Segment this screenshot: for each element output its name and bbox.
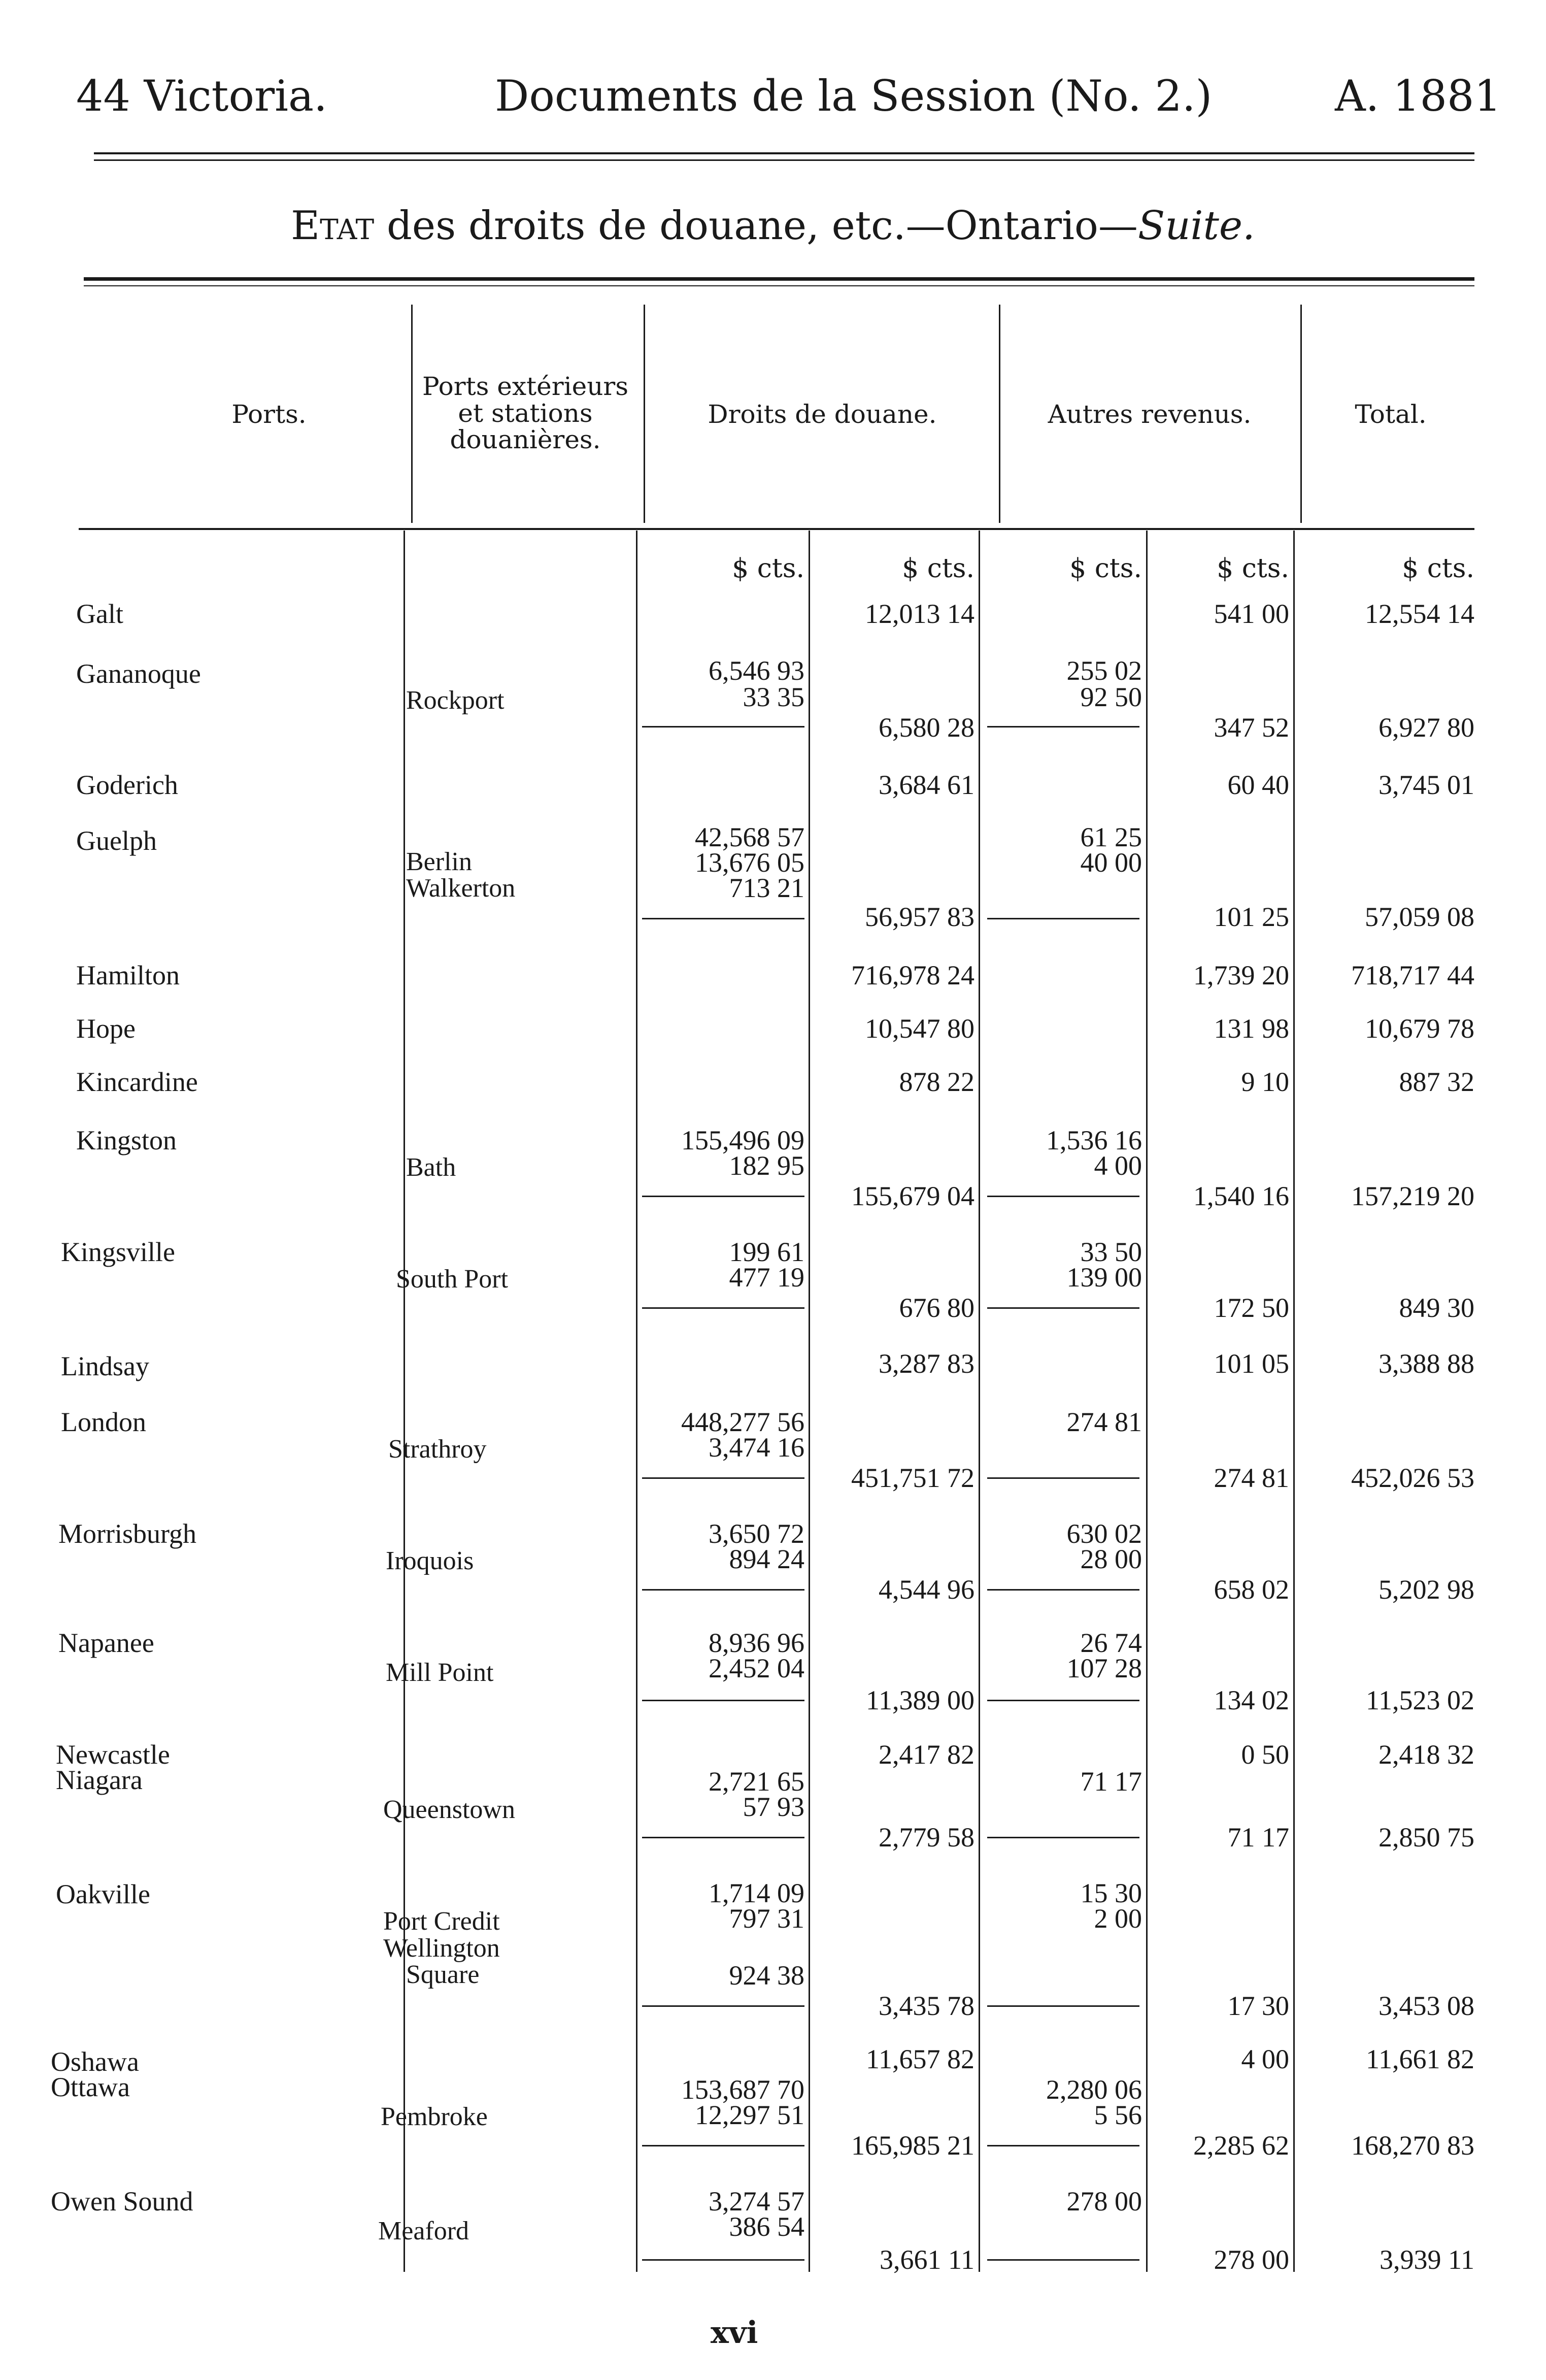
outport-duty: 33 35 [743, 682, 804, 712]
outport-other: 92 50 [1080, 682, 1142, 712]
outport-duty: 155,496 09 [681, 1125, 804, 1155]
divider-body-4 [979, 531, 980, 2272]
other-total: 71 17 [1227, 1822, 1289, 1853]
outport-other: 139 00 [1066, 1262, 1142, 1293]
outport-name: Bath [406, 1153, 456, 1182]
title-main: des droits de douane, etc.—Ontario— [374, 203, 1138, 249]
header-center: Documents de la Session (No. 2.) [495, 71, 1213, 121]
duty-total: 4,544 96 [879, 1574, 974, 1605]
outport-duty: 2,452 04 [709, 1653, 804, 1683]
header-rule-bottom [94, 159, 1474, 161]
subtotal-rule [987, 1837, 1139, 1838]
row-total: 11,661 82 [1366, 2044, 1474, 2074]
row-total: 452,026 53 [1351, 1463, 1474, 1493]
outport-duty: 42,568 57 [695, 822, 804, 852]
other-total: 60 40 [1227, 770, 1289, 800]
other-total: 9 10 [1241, 1067, 1289, 1097]
outport-duty: 153,687 70 [681, 2074, 804, 2105]
outport-other: 40 00 [1080, 847, 1142, 878]
subtotal-rule [642, 2259, 804, 2261]
col-outports-line1: Ports extérieurs [422, 372, 628, 401]
unit-sub-other: $ cts. [1069, 553, 1142, 584]
outport-name: Iroquois [386, 1546, 474, 1575]
header-right: A. 1881 [1335, 71, 1501, 121]
outport-name: South Port [396, 1265, 509, 1294]
subtotal-rule [642, 918, 804, 919]
outport-other: 630 02 [1066, 1518, 1142, 1549]
outport-name: Meaford [378, 2217, 469, 2245]
outport-duty: 8,936 96 [709, 1628, 804, 1658]
duty-total: 6,580 28 [879, 712, 974, 743]
port-name: Hope [76, 1013, 136, 1044]
row-total: 2,418 32 [1379, 1739, 1474, 1770]
port-name: Galt [76, 599, 123, 629]
outport-duty: 2,721 65 [709, 1766, 804, 1797]
subtotal-rule [987, 2145, 1139, 2146]
duty-total: 2,779 58 [879, 1822, 974, 1853]
divider-body-3 [809, 531, 810, 2272]
subtotal-rule [642, 1196, 804, 1197]
unit-sub-duties: $ cts. [732, 553, 804, 584]
col-ports: Ports. [231, 400, 307, 429]
outport-duty: 713 21 [729, 873, 804, 903]
outport-other: 107 28 [1066, 1653, 1142, 1683]
outport-duty: 1,714 09 [709, 1878, 804, 1908]
other-total: 131 98 [1214, 1013, 1289, 1044]
other-total: 541 00 [1214, 599, 1289, 629]
page-title [0, 203, 1546, 249]
subtotal-rule [642, 2145, 804, 2146]
col-duties: Droits de douane. [708, 400, 937, 429]
outport-name: Mill Point [386, 1658, 494, 1687]
row-total: 849 30 [1399, 1293, 1474, 1323]
title-suffix: Suite. [1137, 203, 1255, 249]
port-name: Gananoque [76, 658, 201, 689]
outport-other: 15 30 [1080, 1878, 1142, 1908]
divider-header-4 [1300, 305, 1302, 523]
outport-name: Port Credit [383, 1907, 500, 1936]
col-outports-line3: douanières. [450, 425, 601, 454]
other-total: 278 00 [1214, 2244, 1289, 2275]
page-number: xvi [711, 2315, 758, 2351]
port-name: Hamilton [76, 960, 180, 990]
port-name: Lindsay [61, 1351, 149, 1381]
row-total: 168,270 83 [1351, 2130, 1474, 2161]
duty-total: 10,547 80 [865, 1013, 974, 1044]
duty-total: 11,389 00 [866, 1685, 974, 1715]
other-total: 0 50 [1241, 1739, 1289, 1770]
duty-total: 3,661 11 [880, 2244, 974, 2275]
duty-total: 165,985 21 [851, 2130, 974, 2161]
subtotal-rule [642, 2005, 804, 2007]
duty-total: 155,679 04 [851, 1181, 974, 1211]
divider-header-3 [999, 305, 1000, 523]
row-total: 3,745 01 [1379, 770, 1474, 800]
other-total: 172 50 [1214, 1293, 1289, 1323]
outport-name: Square [406, 1960, 480, 1989]
outport-duty: 386 54 [729, 2211, 804, 2242]
subtotal-rule [987, 2259, 1139, 2261]
duty-total: 2,417 82 [879, 1739, 974, 1770]
other-total: 274 81 [1214, 1463, 1289, 1493]
outport-other: 1,536 16 [1046, 1125, 1142, 1155]
outport-other: 5 56 [1094, 2100, 1142, 2130]
duty-total: 716,978 24 [851, 960, 974, 990]
duty-total: 56,957 83 [865, 902, 974, 932]
port-name: Kingsville [61, 1237, 175, 1267]
outport-name: Pembroke [381, 2102, 488, 2131]
port-name: Oakville [56, 1879, 150, 1909]
row-total: 157,219 20 [1351, 1181, 1474, 1211]
duty-total: 3,435 78 [879, 1991, 974, 2021]
header-left: 44 Victoria. [76, 71, 327, 121]
outport-other: 274 81 [1066, 1407, 1142, 1437]
outport-other: 33 50 [1080, 1237, 1142, 1267]
duty-total: 12,013 14 [865, 599, 974, 629]
row-total: 57,059 08 [1365, 902, 1474, 932]
subtotal-rule [642, 1837, 804, 1838]
duty-total: 676 80 [899, 1293, 974, 1323]
outport-duty: 3,274 57 [709, 2186, 804, 2217]
subtotal-rule [987, 1700, 1139, 1701]
title-prefix: Etat [291, 203, 375, 249]
duty-total: 451,751 72 [851, 1463, 974, 1493]
subtotal-rule [987, 1196, 1139, 1197]
port-name: Napanee [58, 1628, 154, 1658]
outport-name: Strathroy [388, 1435, 487, 1464]
header-rule-top [94, 152, 1474, 154]
outport-name: Rockport [406, 686, 505, 715]
duty-total: 878 22 [899, 1067, 974, 1097]
subtotal-rule [987, 1589, 1139, 1591]
other-total: 101 25 [1214, 902, 1289, 932]
port-name: Morrisburgh [58, 1518, 197, 1549]
port-name: Newcastle [56, 1739, 170, 1770]
duty-total: 3,684 61 [879, 770, 974, 800]
subtotal-rule [642, 1477, 804, 1479]
title-rule-thick [84, 277, 1474, 281]
port-name: Kincardine [76, 1067, 198, 1097]
divider-body-2 [636, 531, 637, 2272]
other-total: 134 02 [1214, 1685, 1289, 1715]
row-total: 12,554 14 [1365, 599, 1474, 629]
divider-body-5 [1146, 531, 1148, 2272]
port-name: Guelph [76, 825, 157, 856]
unit-duties: $ cts. [902, 553, 974, 584]
outport-other: 278 00 [1066, 2186, 1142, 2217]
subtotal-rule [642, 1700, 804, 1701]
row-total: 6,927 80 [1379, 712, 1474, 743]
outport-duty: 13,676 05 [695, 847, 804, 878]
outport-duty: 448,277 56 [681, 1407, 804, 1437]
port-name: Ottawa [51, 2072, 130, 2102]
outport-duty: 6,546 93 [709, 655, 804, 686]
subtotal-rule [642, 1307, 804, 1309]
row-total: 3,388 88 [1379, 1348, 1474, 1379]
outport-duty: 924 38 [729, 1960, 804, 1991]
outport-name: Wellington [383, 1934, 500, 1963]
outport-duty: 477 19 [729, 1262, 804, 1293]
row-total: 3,453 08 [1379, 1991, 1474, 2021]
row-total: 718,717 44 [1351, 960, 1474, 990]
outport-name: Berlin [406, 847, 472, 876]
outport-duty: 182 95 [729, 1150, 804, 1181]
other-total: 4 00 [1241, 2044, 1289, 2074]
port-name: Niagara [56, 1765, 143, 1795]
title-rule-thin [84, 285, 1474, 286]
row-total: 10,679 78 [1365, 1013, 1474, 1044]
col-outports-line2: et stations [458, 398, 593, 428]
port-name: Goderich [76, 770, 178, 800]
outport-other: 28 00 [1080, 1544, 1142, 1574]
subtotal-rule [642, 726, 804, 728]
header-table-rule [79, 528, 1474, 530]
row-total: 11,523 02 [1366, 1685, 1474, 1715]
divider-body-6 [1293, 531, 1295, 2272]
other-total: 1,739 20 [1193, 960, 1289, 990]
port-name: Owen Sound [51, 2186, 193, 2217]
row-total: 5,202 98 [1379, 1574, 1474, 1605]
unit-total: $ cts. [1402, 553, 1474, 584]
outport-other: 4 00 [1094, 1150, 1142, 1181]
outport-duty: 12,297 51 [695, 2100, 804, 2130]
unit-other: $ cts. [1217, 553, 1289, 584]
subtotal-rule [987, 1477, 1139, 1479]
other-total: 1,540 16 [1193, 1181, 1289, 1211]
outport-duty: 3,474 16 [709, 1432, 804, 1463]
subtotal-rule [987, 1307, 1139, 1309]
outport-other: 26 74 [1080, 1628, 1142, 1658]
outport-name: Queenstown [383, 1795, 515, 1824]
other-total: 658 02 [1214, 1574, 1289, 1605]
outport-duty: 57 93 [743, 1792, 804, 1822]
col-total: Total. [1355, 400, 1427, 429]
row-total: 3,939 11 [1380, 2244, 1474, 2275]
divider-body-1 [404, 531, 405, 2272]
outport-duty: 3,650 72 [709, 1518, 804, 1549]
outport-other: 255 02 [1066, 655, 1142, 686]
duty-total: 3,287 83 [879, 1348, 974, 1379]
subtotal-rule [987, 918, 1139, 919]
other-total: 17 30 [1227, 1991, 1289, 2021]
outport-name: Walkerton [406, 874, 516, 903]
port-name: London [61, 1407, 146, 1437]
other-total: 2,285 62 [1193, 2130, 1289, 2161]
outport-duty: 797 31 [729, 1903, 804, 1934]
subtotal-rule [642, 1589, 804, 1591]
row-total: 2,850 75 [1379, 1822, 1474, 1853]
outport-other: 2,280 06 [1046, 2074, 1142, 2105]
duty-total: 11,657 82 [866, 2044, 974, 2074]
outport-duty: 199 61 [729, 1237, 804, 1267]
other-total: 101 05 [1214, 1348, 1289, 1379]
subtotal-rule [987, 726, 1139, 728]
col-outports [396, 373, 655, 453]
other-total: 347 52 [1214, 712, 1289, 743]
port-name: Oshawa [51, 2046, 139, 2077]
outport-other: 71 17 [1080, 1766, 1142, 1797]
row-total: 887 32 [1399, 1067, 1474, 1097]
outport-other: 61 25 [1080, 822, 1142, 852]
outport-duty: 894 24 [729, 1544, 804, 1574]
port-name: Kingston [76, 1125, 177, 1155]
subtotal-rule [987, 2005, 1139, 2007]
col-other: Autres revenus. [1048, 400, 1252, 429]
outport-other: 2 00 [1094, 1903, 1142, 1934]
